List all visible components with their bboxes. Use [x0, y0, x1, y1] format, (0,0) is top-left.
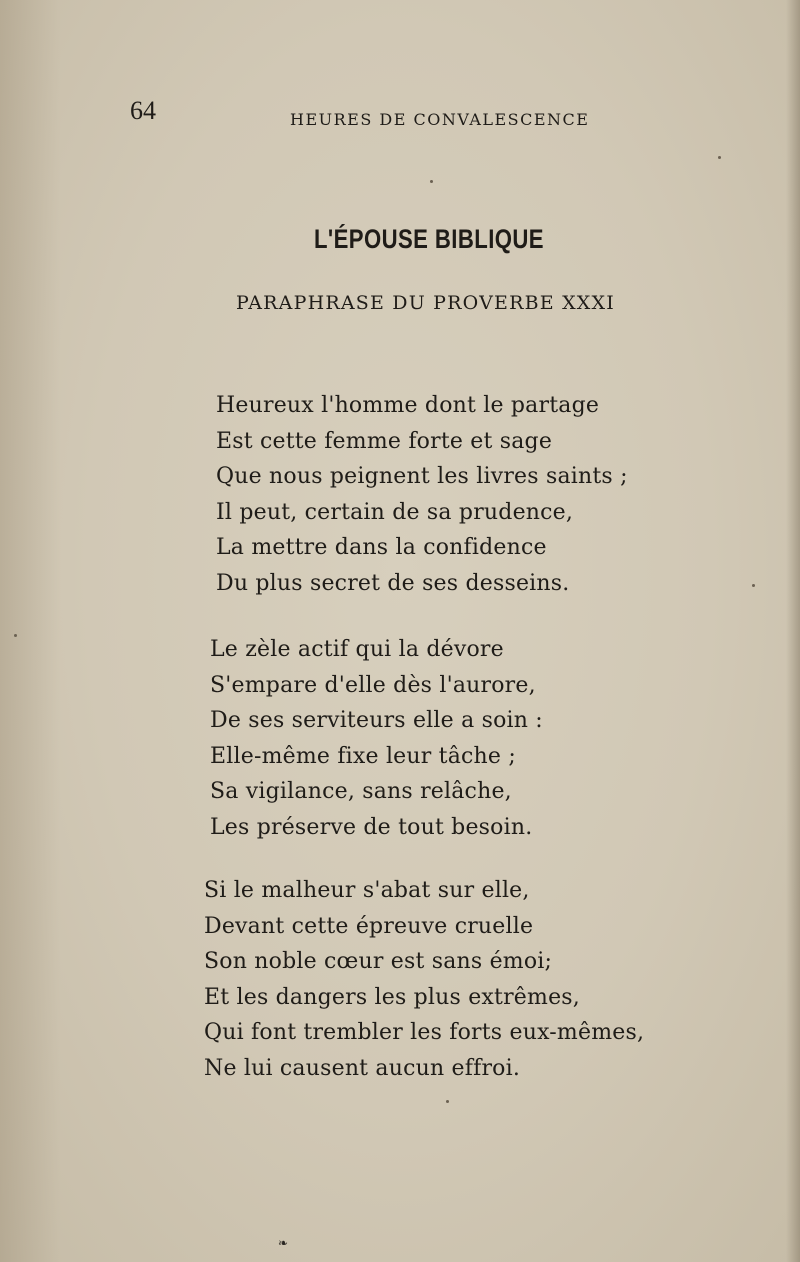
verse-line: Les préserve de tout besoin. — [210, 814, 533, 840]
paper-speck — [752, 584, 755, 587]
running-head: HEURES DE CONVALESCENCE — [290, 110, 590, 129]
verse-line: S'empare d'elle dès l'aurore, — [210, 672, 536, 698]
page-gutter-shade — [0, 0, 60, 1262]
poem-title: L'ÉPOUSE BIBLIQUE — [314, 224, 544, 254]
page-number: 64 — [130, 96, 156, 125]
page-edge-shade — [786, 0, 800, 1262]
verse-line: Que nous peignent les livres saints ; — [216, 464, 628, 489]
stanza-1 — [216, 388, 628, 601]
stanza-3 — [204, 873, 644, 1086]
verse-line: Est cette femme forte et sage — [216, 428, 553, 454]
paper-speck — [430, 180, 433, 183]
verse-line: Devant cette épreuve cruelle — [204, 913, 534, 939]
paper-speck — [718, 156, 721, 159]
footer-ornament-icon: ❧ — [278, 1236, 289, 1250]
verse-line: La mettre dans la confidence — [216, 535, 547, 560]
verse-line: Si le malheur s'abat sur elle, — [204, 878, 530, 903]
verse-line: Il peut, certain de sa prudence, — [216, 499, 574, 525]
verse-line: De ses serviteurs elle a soin : — [210, 708, 543, 733]
verse-line: Du plus secret de ses desseins. — [216, 570, 570, 596]
verse-line: Et les dangers les plus extrêmes, — [204, 984, 580, 1010]
paper-speck — [446, 1100, 449, 1103]
verse-line: Qui font trembler les forts eux-mêmes, — [204, 1020, 645, 1045]
verse-line: Ne lui causent aucun effroi. — [204, 1055, 521, 1081]
poem-subtitle: PARAPHRASE DU PROVERBE XXXI — [236, 292, 615, 314]
verse-line: Sa vigilance, sans relâche, — [210, 779, 512, 804]
verse-line: Elle-même fixe leur tâche ; — [210, 743, 516, 769]
paper-speck — [14, 634, 17, 637]
stanza-2 — [210, 632, 543, 845]
verse-line: Son noble cœur est sans émoi; — [204, 949, 553, 974]
verse-line: Le zèle actif qui la dévore — [210, 637, 504, 662]
verse-line: Heureux l'homme dont le partage — [216, 393, 600, 418]
